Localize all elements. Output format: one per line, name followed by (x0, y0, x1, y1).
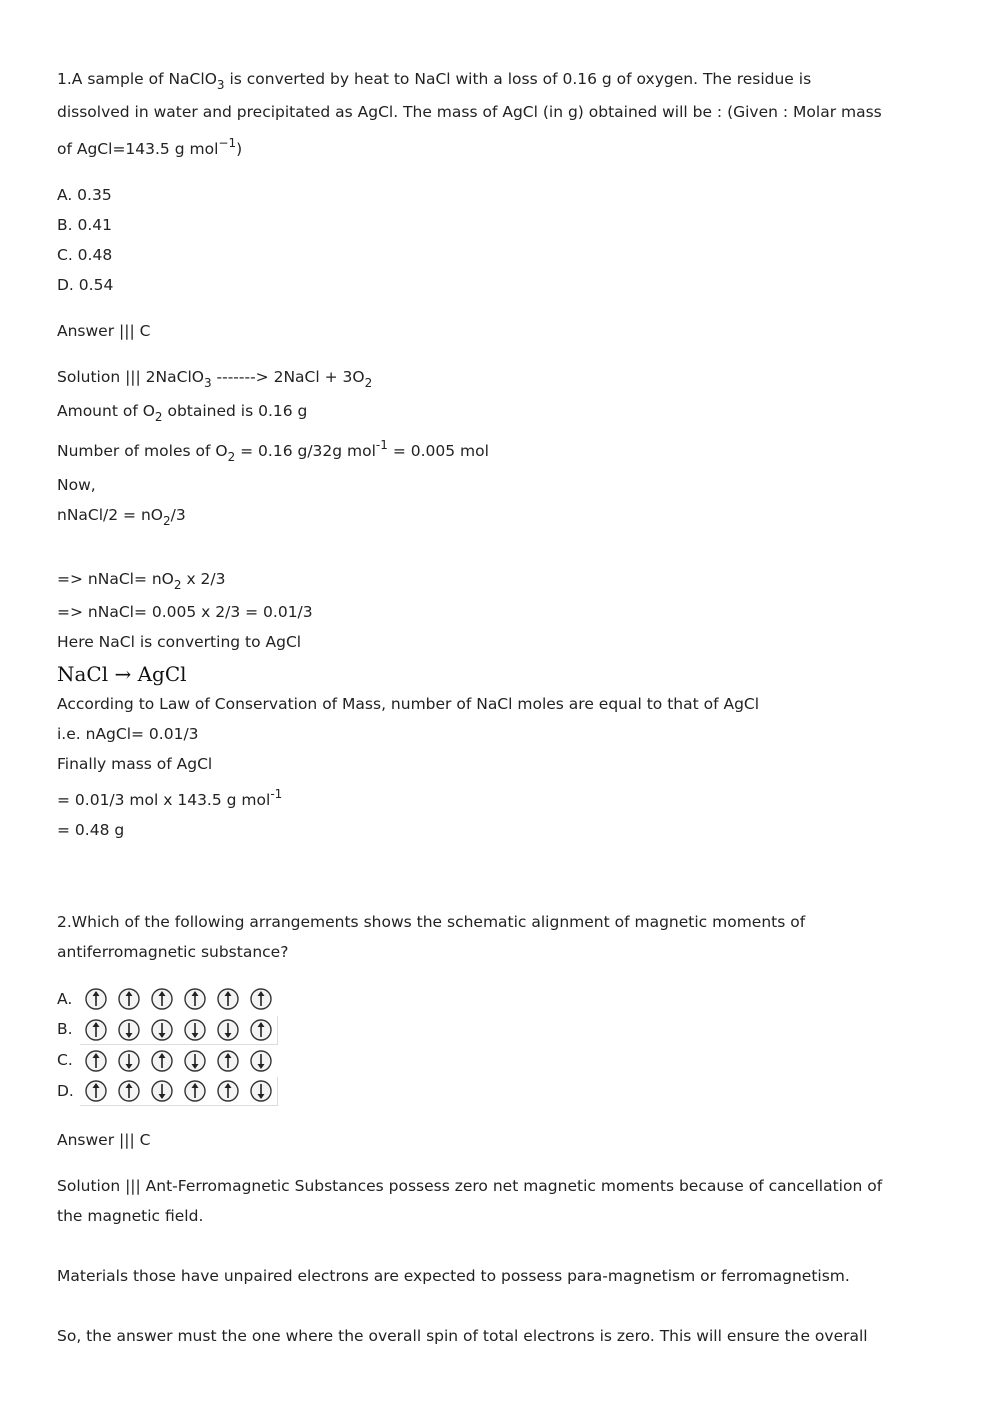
arrow-up-circle-icon (215, 987, 241, 1011)
arrow-up-circle-icon (83, 1079, 109, 1103)
arrow-up-circle-icon (215, 1079, 241, 1103)
q2-option-d-diagram (80, 1077, 278, 1106)
q1-option-b: B. 0.41 (57, 216, 112, 234)
q2-option-d-label: D. (57, 1082, 74, 1100)
q1-solution-line14: = 0.48 g (57, 821, 125, 839)
q1-solution-line13: = 0.01/3 mol x 143.5 g mol$^{-1}$ (57, 787, 283, 809)
arrow-down-circle-icon (215, 1018, 241, 1042)
q1-stem-line3: of AgCl=143.5 g mol$^{-1}$) (57, 136, 243, 158)
q1-solution-line2: Amount of $O_2$ obtained is 0.16 g (57, 402, 308, 424)
q2-solution-line3: Materials those have unpaired electrons are expected to possess para-magnetism or ferromagnetism. (57, 1267, 850, 1285)
q2-solution-line1: Solution ||| Ant-Ferromagnetic Substances possess zero net magnetic moments because of cancellation of (57, 1177, 883, 1195)
arrow-down-circle-icon (182, 1018, 208, 1042)
q2-option-a-label: A. (57, 990, 73, 1008)
q2-option-a-diagram (80, 985, 277, 1013)
q1-stem-line2: dissolved in water and precipitated as AgCl. The mass of AgCl (in g) obtained will be : (Given : Molar mass (57, 103, 882, 121)
arrow-up-circle-icon (116, 1079, 142, 1103)
arrow-down-circle-icon (116, 1018, 142, 1042)
arrow-down-circle-icon (248, 1079, 274, 1103)
arrow-up-circle-icon (182, 1079, 208, 1103)
q2-option-c-label: C. (57, 1051, 73, 1069)
arrow-up-circle-icon (83, 1018, 109, 1042)
q1-solution-line1: Solution ||| 2NaClO$_3$ -------> 2NaCl + $3O_2$ (57, 368, 373, 390)
arrow-up-circle-icon (83, 987, 109, 1011)
q1-option-d: D. 0.54 (57, 276, 114, 294)
q2-solution-line4: So, the answer must the one where the overall spin of total electrons is zero. This will ensure the overall (57, 1327, 868, 1345)
q2-solution-line2: the magnetic field. (57, 1207, 204, 1225)
arrow-down-circle-icon (182, 1049, 208, 1073)
arrow-up-circle-icon (215, 1049, 241, 1073)
q2-option-c-diagram (80, 1047, 277, 1075)
arrow-up-circle-icon (248, 987, 274, 1011)
q1-solution-line7: => nNaCl= 0.005 x 2/3 = 0.01/3 (57, 603, 313, 621)
q1-option-a: A. 0.35 (57, 186, 112, 204)
arrow-up-circle-icon (83, 1049, 109, 1073)
q2-answer: Answer ||| C (57, 1131, 151, 1149)
q1-answer: Answer ||| C (57, 322, 151, 340)
arrow-down-circle-icon (248, 1049, 274, 1073)
arrow-up-circle-icon (149, 1049, 175, 1073)
q2-option-b-label: B. (57, 1020, 73, 1038)
q1-solution-line8: Here NaCl is converting to AgCl (57, 633, 302, 651)
arrow-down-circle-icon (116, 1049, 142, 1073)
q2-stem-line1: 2.Which of the following arrangements shows the schematic alignment of magnetic moments of (57, 913, 806, 931)
q1-solution-line11: i.e. nAgCl= 0.01/3 (57, 725, 199, 743)
q1-solution-line4: Now, (57, 476, 96, 494)
q1-solution-line12: Finally mass of AgCl (57, 755, 213, 773)
arrow-up-circle-icon (182, 987, 208, 1011)
arrow-up-circle-icon (248, 1018, 274, 1042)
q1-stem-line1: 1.A sample of NaClO$_3$ is converted by heat to NaCl with a loss of 0.16 g of oxygen. The residue is (57, 70, 812, 92)
q1-solution-line6: => nNaCl= $nO_2$ x 2/3 (57, 570, 226, 592)
q2-option-b-diagram (80, 1016, 278, 1045)
q1-reaction-equation: NaCl → AgCl (57, 662, 187, 686)
arrow-up-circle-icon (116, 987, 142, 1011)
q1-solution-line5: nNaCl/2 = $nO_2/3$ (57, 506, 186, 528)
arrow-up-circle-icon (149, 987, 175, 1011)
q1-option-c: C. 0.48 (57, 246, 113, 264)
arrow-down-circle-icon (149, 1018, 175, 1042)
arrow-down-circle-icon (149, 1079, 175, 1103)
q1-solution-line3: Number of moles of $O_2 = 0.16$ g/32g mol$^{-1}$ = 0.005 mol (57, 438, 489, 464)
q2-stem-line2: antiferromagnetic substance? (57, 943, 289, 961)
q1-solution-line10: According to Law of Conservation of Mass, number of NaCl moles are equal to that of AgCl (57, 695, 760, 713)
